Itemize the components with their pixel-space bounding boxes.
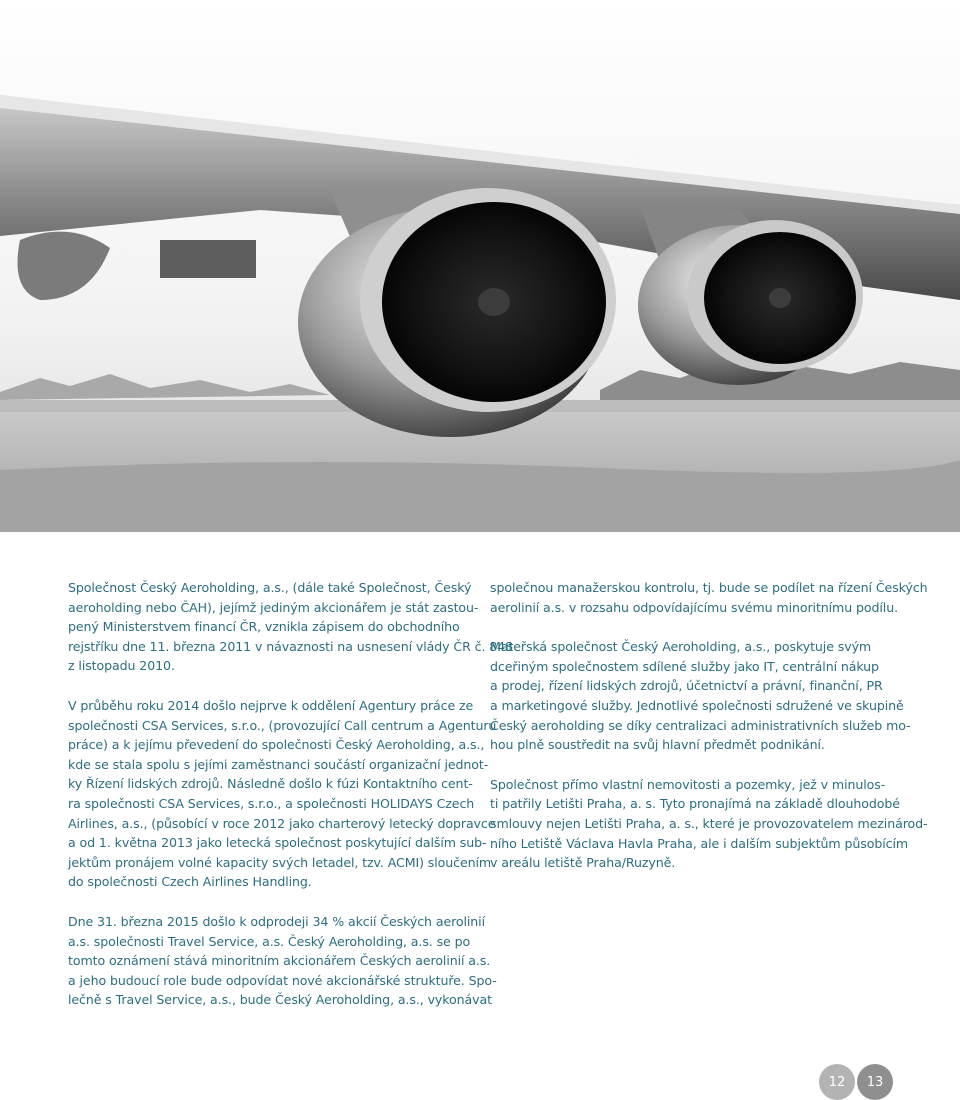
text-line: ra společnosti CSA Services, s.r.o., a společnosti HOLIDAYS Czech [68,795,475,811]
page-number-left: 12 [819,1064,855,1100]
text-line: rejstříku dne 11. března 2011 v návaznosti na usnesení vlády ČR č. 848 [68,638,514,654]
paragraph-real-estate [490,775,928,873]
text-line: ti patřily Letišti Praha, a. s. Tyto pronajímá na základě dlouhodobé [490,796,900,812]
text-line: dceřiným společnostem sdílené služby jako IT, centrální nákup [490,658,879,674]
text-line: Mateřská společnost Český Aeroholding, a.s., poskytuje svým [490,639,872,655]
text-line: a marketingové služby. Jednotlivé společnosti sdružené ve skupině [490,697,904,713]
text-line: jektům pronájem volné kapacity svých letadel, tzv. ACMI) sloučením [68,854,492,870]
text-line: V průběhu roku 2014 došlo nejprve k oddělení Agentury práce ze [68,697,474,713]
text-line: a.s. společnosti Travel Service, a.s. Český Aeroholding, a.s. se po [68,933,471,949]
right-text-column [490,578,928,893]
paragraph-shared-services [490,637,911,755]
page-numbers [819,1064,893,1100]
text-line: Společnost přímo vlastní nemovitosti a pozemky, jež v minulos- [490,776,886,792]
paragraph-company-founding [68,578,514,676]
text-line: společnou manažerskou kontrolu, tj. bude se podílet na řízení Českých [490,580,928,595]
text-line: Český aeroholding se díky centralizaci administrativních služeb mo- [490,717,911,733]
text-line: Airlines, a.s., (působící v roce 2012 jako charterový letecký dopravce [68,815,496,831]
text-line: v areálu letiště Praha/Ruzyně. [490,855,676,871]
text-line: a od 1. května 2013 jako letecká společnost poskytující dalším sub- [68,835,487,851]
text-line: ního Letiště Václava Havla Praha, ale i dalším subjektům působícím [490,835,909,851]
airplane-wing-engines-photo [0,0,960,532]
text-line: kde se stala spolu s jejími zaměstnanci součástí organizační jednot- [68,756,489,772]
text-line: aeroholding nebo ČAH), jejímž jediným akcionářem je stát zastou- [68,599,479,615]
text-line: práce) a k jejímu převedení do společnosti Český Aeroholding, a.s., [68,737,485,753]
left-text-column [68,578,514,1030]
text-line: lečně s Travel Service, a.s., bude Český Aeroholding, a.s., vykonávat [68,992,492,1008]
text-line: tomto oznámení stává minoritním akcionářem Českých aerolinií a.s. [68,953,491,969]
text-line: smlouvy nejen Letišti Praha, a. s., které je provozovatelem mezinárod- [490,815,928,831]
text-line: Společnost Český Aeroholding, a.s., (dále také Společnost, Český [68,580,472,595]
text-line: a jeho budoucí role bude odpovídat nové akcionářské struktuře. Spo- [68,972,497,988]
paragraph-2014-changes [68,696,497,892]
paragraph-joint-control [490,578,928,617]
text-line: a prodej, řízení lidských zdrojů, účetnictví a právní, finanční, PR [490,678,883,694]
text-line: ky Řízení lidských zdrojů. Následně došlo k fúzi Kontaktního cent- [68,776,473,792]
text-line: do společnosti Czech Airlines Handling. [68,874,312,890]
text-line: Dne 31. března 2015 došlo k odprodeji 34 % akcií Českých aerolinií [68,913,485,929]
page-number-right: 13 [857,1064,893,1100]
text-line: společnosti CSA Services, s.r.o., (provozující Call centrum a Agenturu [68,717,497,733]
paragraph-2015-share-sale [68,912,497,1010]
text-line: z listopadu 2010. [68,658,175,674]
text-line: pený Ministerstvem financí ČR, vznikla zápisem do obchodního [68,619,460,635]
text-line: hou plně soustředit na svůj hlavní předmět podnikání. [490,737,825,753]
text-line: aerolinií a.s. v rozsahu odpovídajícímu svému minoritnímu podílu. [490,599,898,615]
